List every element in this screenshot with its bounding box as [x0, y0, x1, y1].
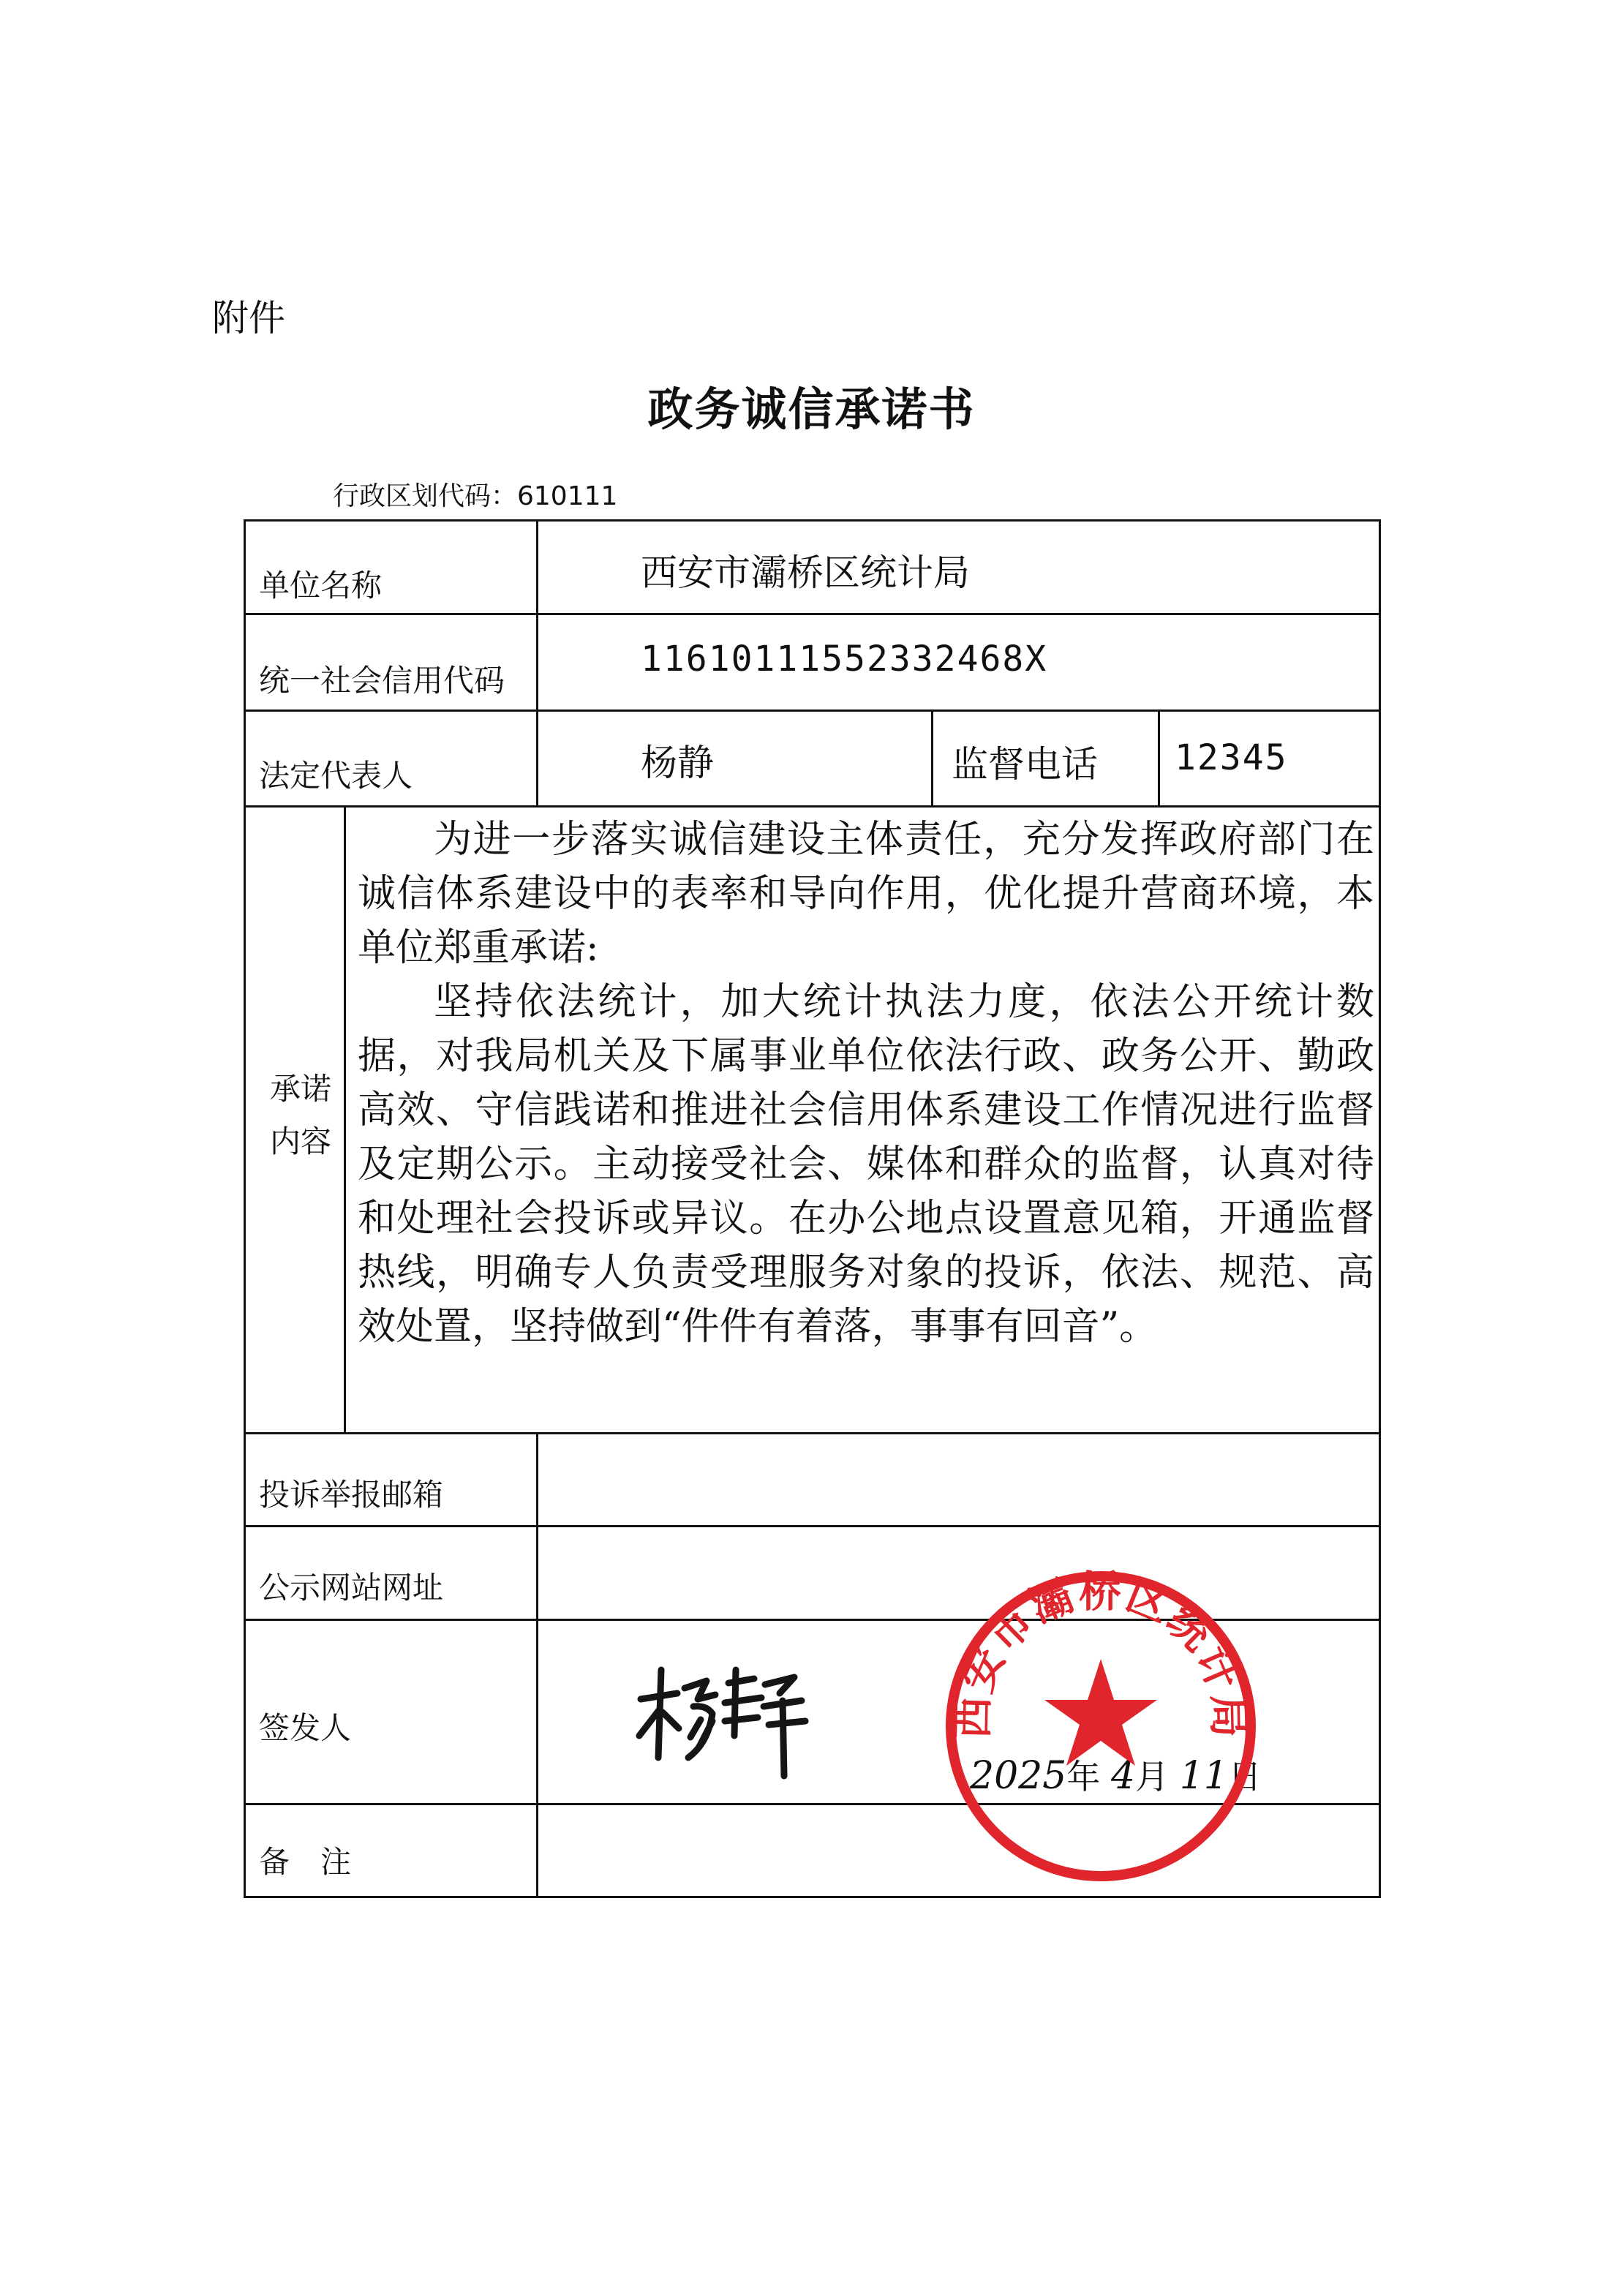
signer-label: 签发人 [259, 1710, 352, 1746]
date-day-unit: 日 [1227, 1757, 1262, 1796]
attachment-label: 附件 [212, 297, 285, 339]
commitment-paragraph-1: 为进一步落实诚信建设主体责任，充分发挥政府部门在诚信体系建设中的表率和导向作用，优化提升营商环境，本单位郑重承诺: [358, 818, 1374, 970]
date-month-unit: 月 [1135, 1757, 1170, 1796]
commitment-label-line-1: 承诺 [269, 1071, 331, 1107]
commitment-paragraph-2: 坚持依法统计，加大统计执法力度，依法公开统计数据，对我局机关及下属事业单位依法行政、政务公开、勤政高效、守信践诺和推进社会信用体系建设工作情况进行监督及定期公示。主动接受社会、媒体和群众的监督，认真对待和处理社会投诉或异议。在办公地点设置意见箱，开通监督热线，明确专人负责受理服务对象的投诉，依法、规范、高效处置，坚持做到“件件有着落，事事有回音”。 [358, 980, 1374, 1349]
commitment-content [358, 813, 1374, 1354]
credit-code-value: 11610111552332468X [641, 639, 1048, 680]
document-title: 政务诚信承诺书 [647, 383, 976, 436]
region-code: 行政区划代码：610111 [333, 481, 618, 511]
official-seal [940, 1565, 1262, 1887]
legal-rep-value: 杨静 [641, 742, 714, 784]
date-day: 11 [1179, 1754, 1228, 1798]
handwritten-signature [626, 1648, 816, 1787]
email-label: 投诉举报邮箱 [259, 1477, 444, 1513]
date-year-unit: 年 [1066, 1757, 1101, 1796]
unit-name-label: 单位名称 [259, 568, 383, 603]
credit-code-label: 统一社会信用代码 [259, 663, 505, 699]
legal-rep-label: 法定代表人 [259, 758, 413, 794]
date-year: 2025 [970, 1754, 1067, 1798]
date-month: 4 [1110, 1754, 1136, 1798]
unit-name-value: 西安市灞桥区统计局 [641, 552, 970, 594]
seal-star-icon [1044, 1659, 1157, 1766]
commitment-label [260, 1063, 341, 1168]
phone-label: 监督电话 [952, 743, 1098, 786]
remarks-label: 备 注 [259, 1844, 352, 1880]
commitment-label-line-2: 内容 [269, 1123, 331, 1159]
phone-value: 12345 [1175, 737, 1288, 778]
website-label: 公示网站网址 [259, 1570, 444, 1606]
seal-text: 西安市灞桥区统计局 [947, 1566, 1254, 1740]
